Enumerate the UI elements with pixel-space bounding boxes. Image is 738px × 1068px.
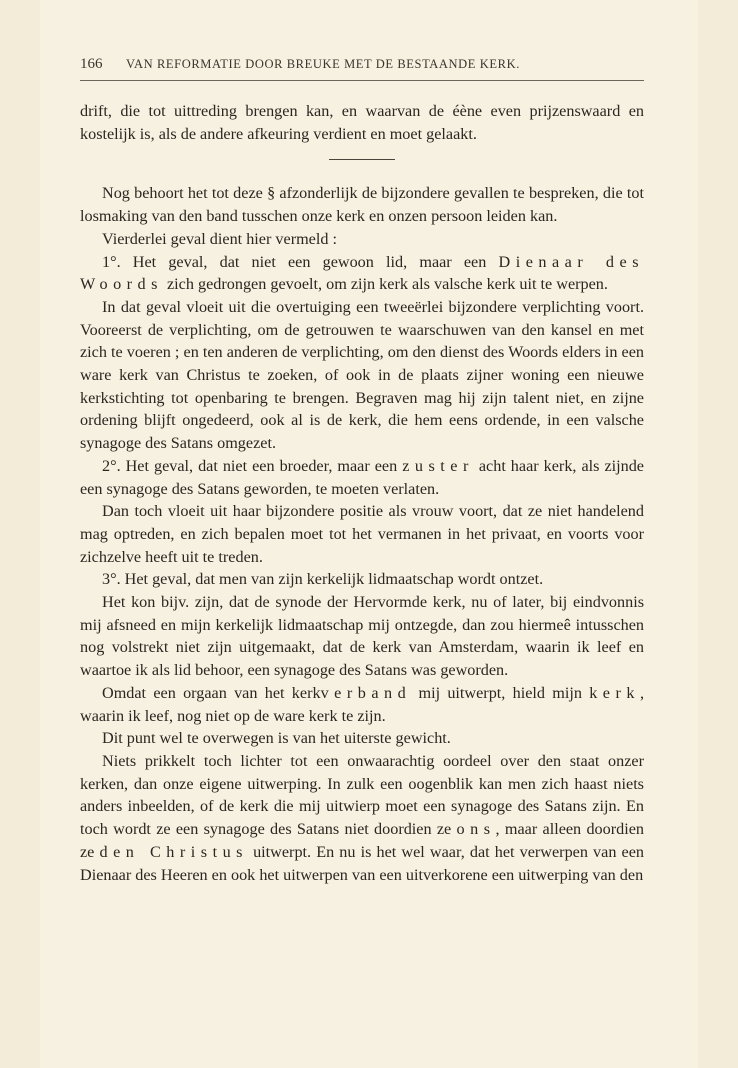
running-title: VAN REFORMATIE DOOR BREUKE MET DE BESTAANDE KERK. [126, 57, 520, 71]
paragraph: 2°. Het geval, dat niet een broeder, maar een zuster acht haar kerk, als zijnde een synagoge des Satans geworden, te moeten verlaten. [80, 456, 644, 498]
section-divider [329, 159, 395, 160]
paragraph: drift, die tot uittreding brengen kan, en waarvan de éène even prijzenswaard en kostelijk is, als de andere afkeuring verdient en moet gelaakt. [80, 102, 644, 143]
header-rule [80, 80, 644, 81]
book-page [40, 0, 698, 1068]
spaced-emphasis: verband [320, 683, 412, 702]
running-header [80, 56, 655, 73]
spaced-emphasis: zuster [402, 456, 474, 475]
spaced-emphasis: kerk [589, 683, 640, 702]
spaced-emphasis: den Christus [99, 842, 248, 861]
body-text [80, 100, 644, 886]
paragraph: Vierderlei geval dient hier vermeld : [102, 229, 337, 248]
paragraph: Omdat een orgaan van het kerkverband mij uitwerpt, hield mijn kerk, waarin ik leef, nog niet op de ware kerk te zijn. [80, 683, 645, 725]
paragraph: 1°. Het geval, dat niet een gewoon lid, maar een Dienaar des Woords zich gedrongen gevoelt, om zijn kerk als valsche kerk uit te werpen. [80, 252, 644, 294]
paragraph: Het kon bijv. zijn, dat de synode der Hervormde kerk, nu of later, bij eindvonnis mij afsneed en mijn kerkelijk lidmaatschap mij ontzegde, dan zou hiermeê intusschen nog volstrekt niet zijn uitgemaakt, dat de kerk van Amsterdam, waarin ik leef en waartoe ik als lid behoor, een synagoge des Satans was geworden. [80, 593, 644, 680]
paragraph: Dit punt wel te overwegen is van het uiterste gewicht. [102, 729, 451, 748]
spaced-emphasis: Dienaar des Woords [80, 252, 644, 294]
spaced-emphasis: ons [456, 820, 496, 839]
paragraph: In dat geval vloeit uit die overtuiging een tweeërlei bijzondere verplichting voort. Vooreerst de verplichting, om de getrouwen te waarschuwen van den kansel en met zich te voeren ; en ten anderen de verplichting, om den dienst des Woords elders in een ware kerk van Christus te zoeken, of ook in de plaats zijner woning een nieuwe kerkstichting tot openbaring te brengen. Begraven mag hij zijn talent niet, en zijne ordening blijft ongedeerd, ook al is de kerk, die hem eens ordende, in een valsche synagoge des Satans omgezet. [80, 297, 644, 453]
paragraph: Nog behoort het tot deze § afzonderlijk de bijzondere gevallen te bespreken, die tot losmaking van den band tusschen onze kerk en onzen persoon leiden kan. [80, 184, 644, 226]
page-number: 166 [80, 56, 103, 72]
paragraph: Niets prikkelt toch lichter tot een onwaarachtig oordeel over den staat onzer kerken, dan onze eigene uitwerping. In zulk een oogenblik kan men zich haast niets anders inbeelden, of de kerk die mij uitwierp moet een synagoge des Satans zijn. En toch wordt ze een synagoge des Satans niet doordien ze ons, maar alleen doordien ze den Christus uitwerpt. En nu is het wel waar, dat het verwerpen van een Dienaar des Heeren en ook het uitwerpen van een uitverkorene een uitwerping van den [80, 751, 645, 884]
paragraph: Dan toch vloeit uit haar bijzondere positie als vrouw voort, dat ze niet handelend mag optreden, en zich bepalen moet tot het vermanen in het privaat, en voorts voor zichzelve heeft uit te treden. [80, 502, 644, 566]
paragraph: 3°. Het geval, dat men van zijn kerkelijk lidmaatschap wordt ontzet. [102, 570, 544, 589]
